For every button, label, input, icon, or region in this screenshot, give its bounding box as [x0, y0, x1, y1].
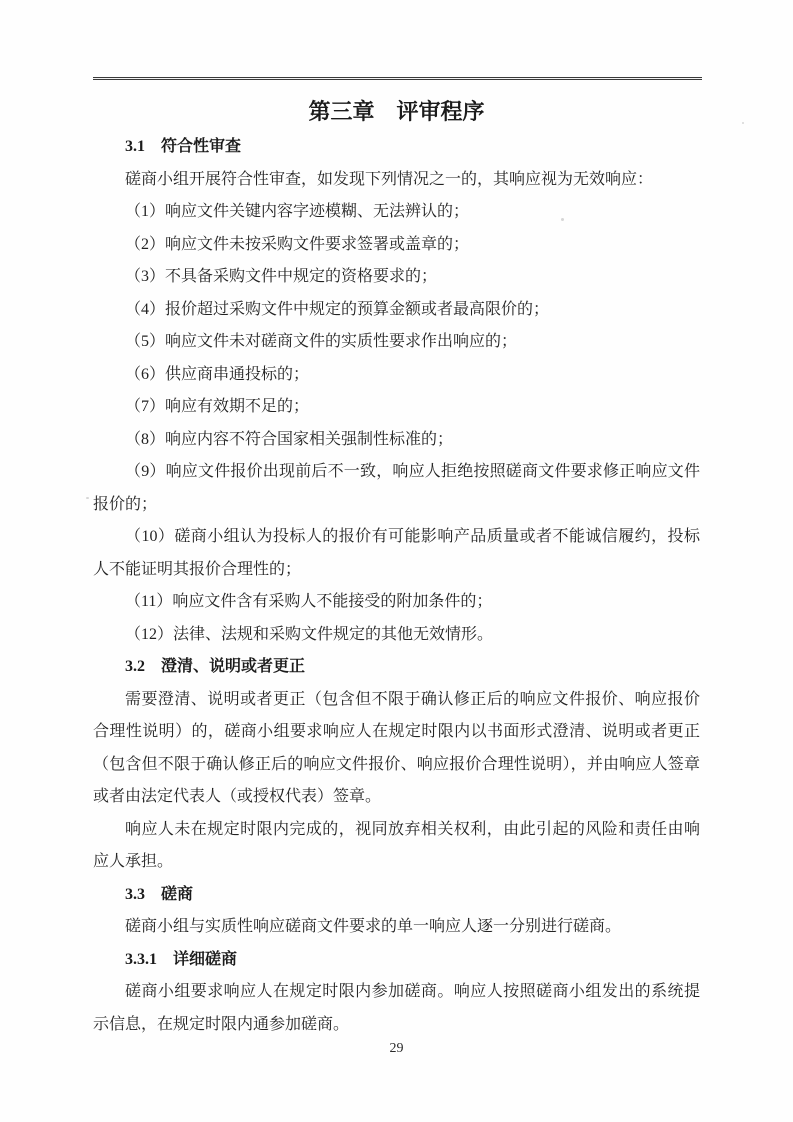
list-item: （10）磋商小组认为投标人的报价有可能影响产品质量或者不能诚信履约，投标人不能证明其报价合理性的；: [93, 528, 700, 578]
paragraph: 磋商小组开展符合性审查，如发现下列情况之一的，其响应视为无效响应：: [125, 170, 654, 188]
paragraph: 响应人未在规定时限内完成的，视同放弃相关权利，由此引起的风险和责任由响应人承担。: [93, 820, 700, 870]
list-item: （8）响应内容不符合国家相关强制性标准的；: [125, 430, 454, 448]
list-item: （9）响应文件报价出现前后不一致，响应人拒绝按照磋商文件要求修正响应文件报价的；: [93, 463, 700, 513]
scan-speckle: [86, 497, 89, 499]
list-item: （1）响应文件关键内容字迹模糊、无法辨认的；: [125, 203, 470, 220]
list-item: （4）报价超过采购文件中规定的预算金额或者最高限价的；: [125, 300, 550, 318]
list-item: （2）响应文件未按采购文件要求签署或盖章的；: [125, 235, 470, 253]
page-number: 29: [389, 1041, 404, 1056]
paragraph: 需要澄清、说明或者更正（包含但不限于确认修正后的响应文件报价、响应报价合理性说明）的，磋商小组要求响应人在规定时限内以书面形式澄清、说明或者更正（包含但不限于确认修正后的响应文件报价、响应报价合理性说明），并由响应人签章或者由法定代表人（或授权代表）签章。: [93, 690, 700, 805]
scan-speckle: [561, 218, 564, 221]
header-rule: [93, 77, 702, 80]
section-heading-3-3: 3.3 磋商: [125, 885, 194, 903]
chapter-title: 第三章 评审程序: [308, 99, 485, 124]
list-item: （11）响应文件含有采购人不能接受的附加条件的；: [125, 593, 493, 610]
section-heading-3-3-1: 3.3.1 详细磋商: [125, 950, 238, 968]
list-item: （12）法律、法规和采购文件规定的其他无效情形。: [125, 625, 494, 643]
section-heading-3-1: 3.1 符合性审查: [125, 138, 242, 155]
document-body: [93, 131, 700, 1041]
list-item: （7）响应有效期不足的；: [125, 398, 310, 415]
paragraph: 磋商小组与实质性响应磋商文件要求的单一响应人逐一分别进行磋商。: [125, 918, 622, 935]
scan-speckle: [742, 122, 744, 124]
paragraph: 磋商小组要求响应人在规定时限内参加磋商。响应人按照磋商小组发出的系统提示信息，在规定时限内通参加磋商。: [93, 983, 700, 1033]
list-item: （3）不具备采购文件中规定的资格要求的；: [125, 268, 438, 285]
section-heading-3-2: 3.2 澄清、说明或者更正: [125, 658, 306, 675]
list-item: （5）响应文件未对磋商文件的实质性要求作出响应的；: [125, 333, 518, 350]
list-item: （6）供应商串通投标的；: [125, 365, 310, 383]
